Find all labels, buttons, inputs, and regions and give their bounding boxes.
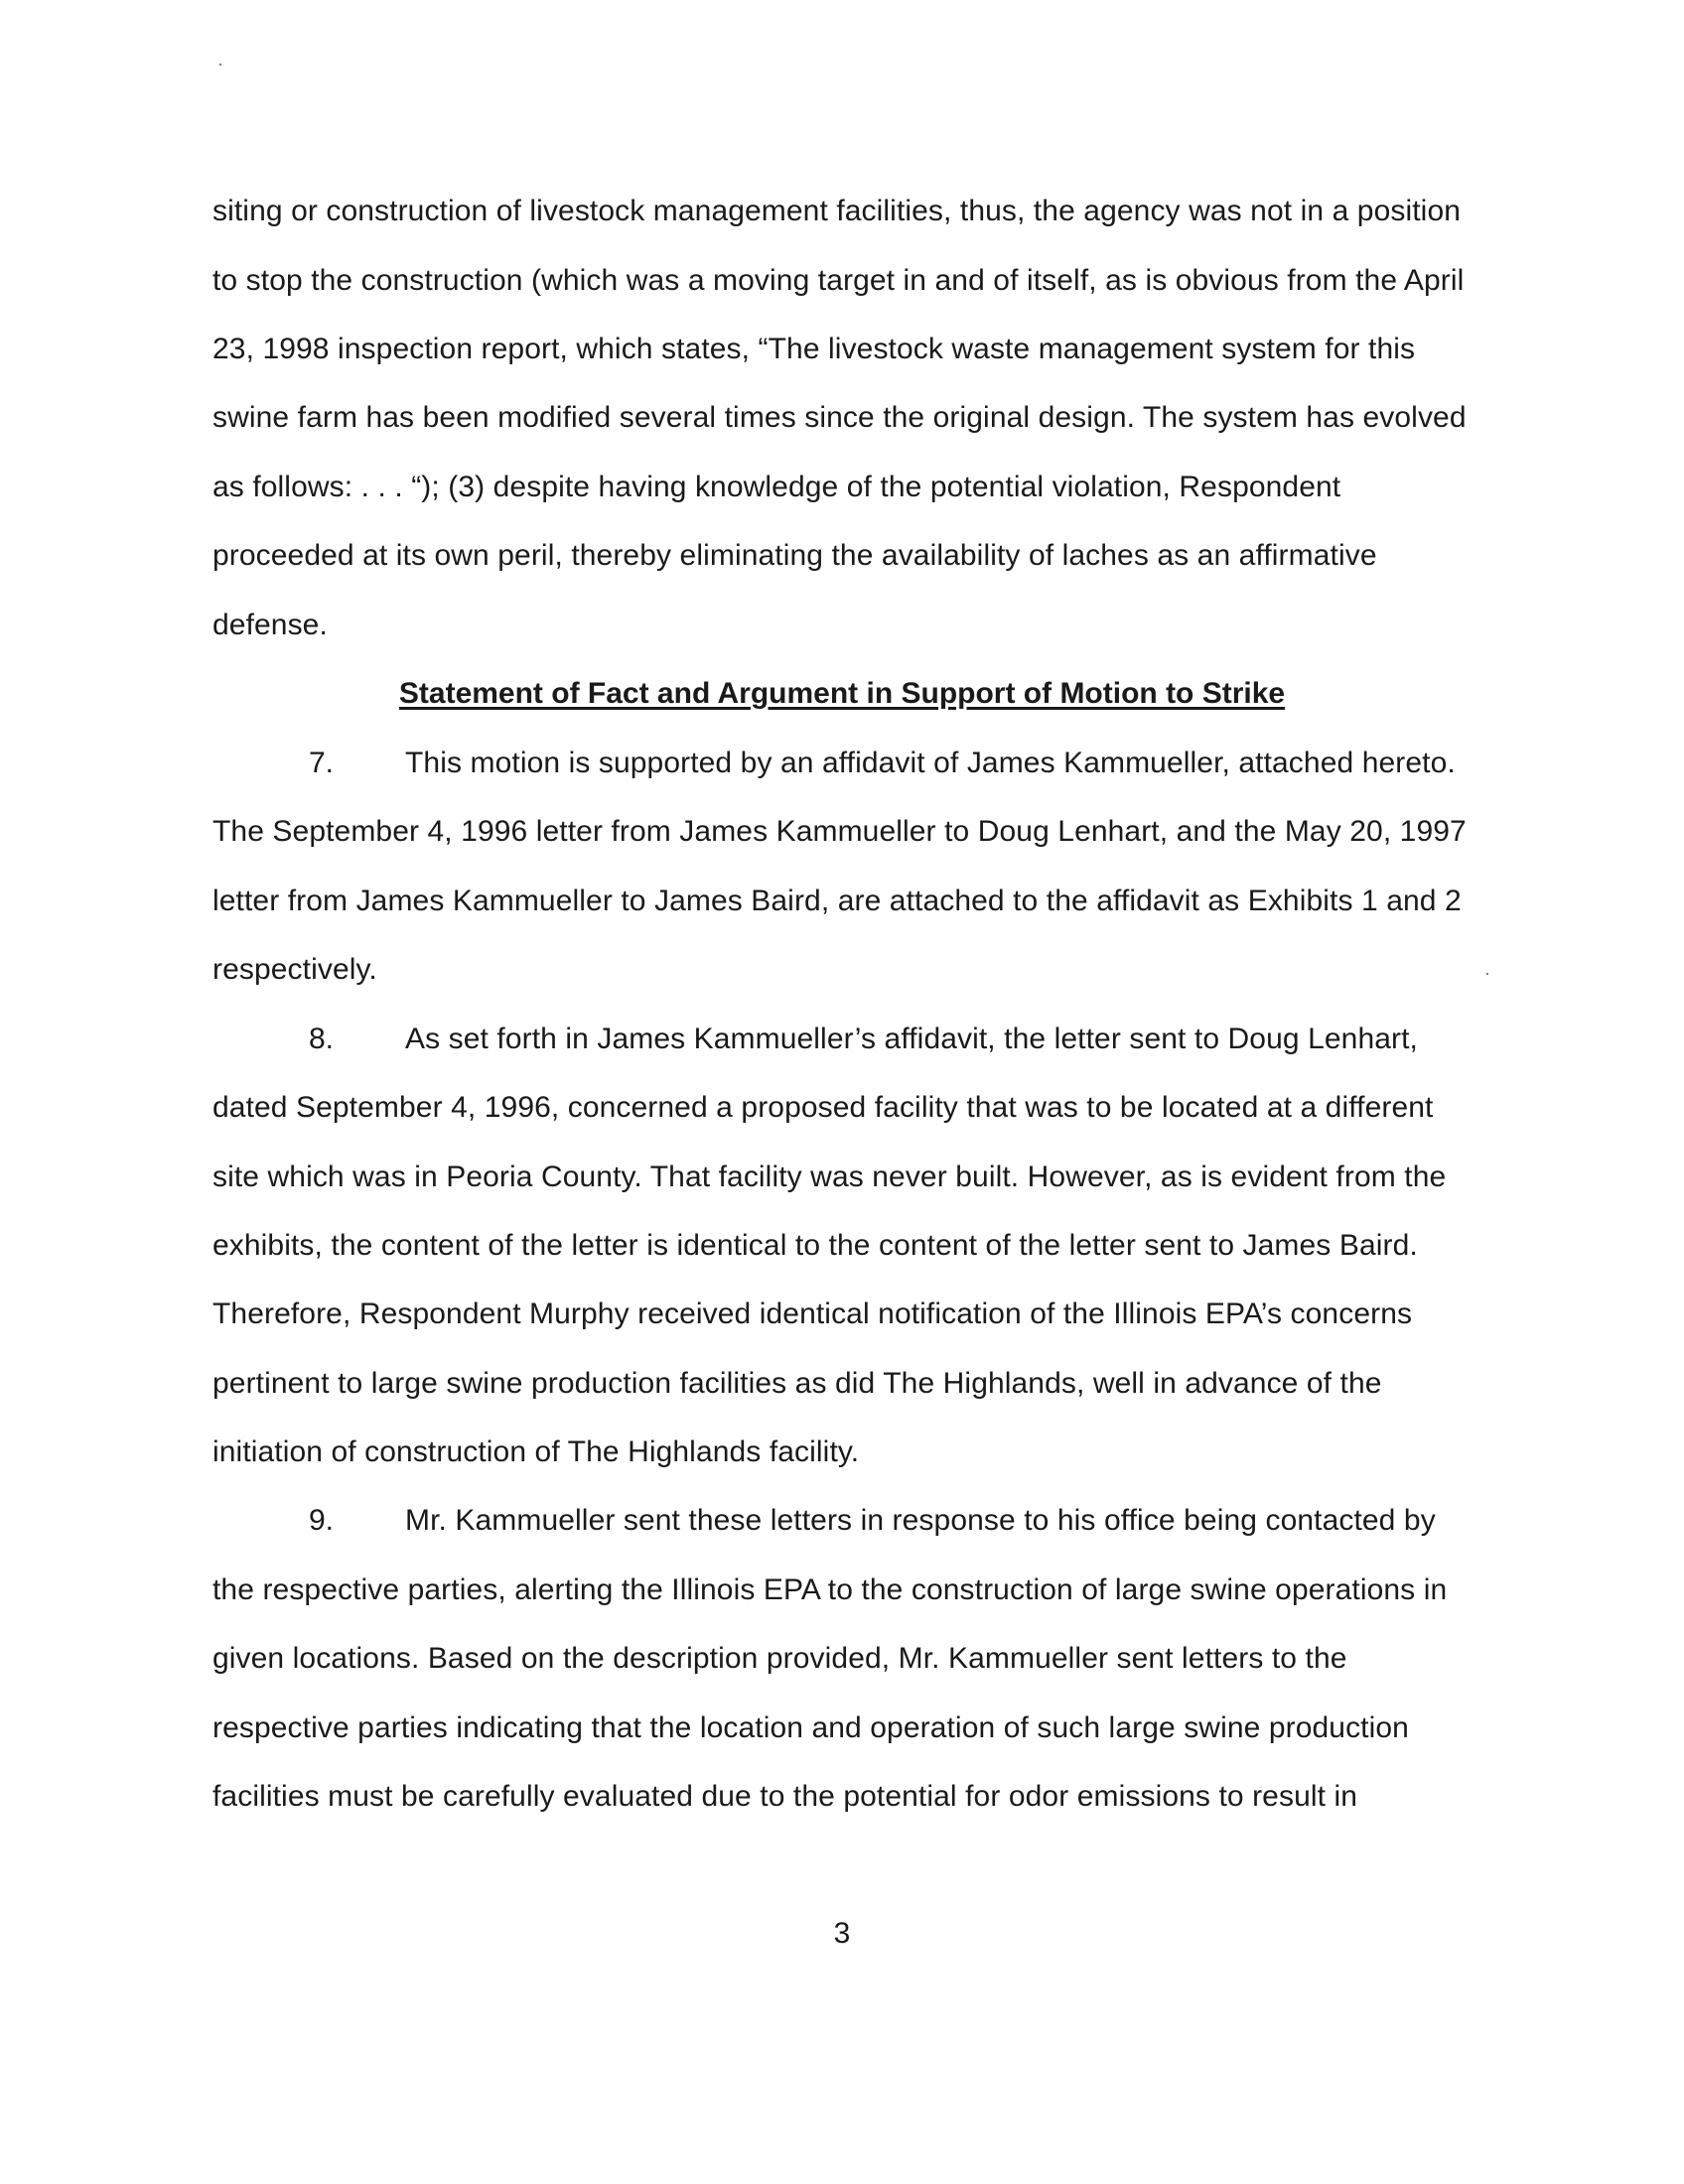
paragraph-number: 8. xyxy=(309,1023,335,1055)
text-line: dated September 4, 1996, concerned a proposed facility that was to be located at a different xyxy=(212,1091,1434,1124)
text-line: as follows: . . . “); (3) despite having knowledge of the potential violation, Respondent xyxy=(212,471,1341,503)
text-line: letter from James Kammueller to James Baird, are attached to the affidavit as Exhibits 1 and 2 xyxy=(212,885,1462,917)
text-line: swine farm has been modified several times since the original design. The system has evolved xyxy=(212,401,1467,434)
text-line: defense. xyxy=(212,609,328,641)
text-line: pertinent to large swine production facilities as did The Highlands, well in advance of the xyxy=(212,1367,1382,1400)
text-line: given locations. Based on the description provided, Mr. Kammueller sent letters to the xyxy=(212,1642,1347,1675)
text-line: initiation of construction of The Highlands facility. xyxy=(212,1435,860,1468)
section-heading: Statement of Fact and Argument in Support of Motion to Strike xyxy=(398,677,1286,710)
text-line: As set forth in James Kammueller’s affidavit, the letter sent to Doug Lenhart, xyxy=(405,1023,1418,1055)
text-line: the respective parties, alerting the Illinois EPA to the construction of large swine operations in xyxy=(212,1573,1448,1606)
text-line: 23, 1998 inspection report, which states, “The livestock waste management system for this xyxy=(212,333,1416,365)
text-line: Mr. Kammueller sent these letters in response to his office being contacted by xyxy=(405,1504,1436,1537)
text-line: respective parties indicating that the location and operation of such large swine production xyxy=(212,1711,1409,1744)
scan-speck xyxy=(219,64,221,66)
text-line: exhibits, the content of the letter is identical to the content of the letter sent to James Baird. xyxy=(212,1229,1418,1262)
page-number: 3 xyxy=(833,1917,851,1950)
text-line: This motion is supported by an affidavit of James Kammueller, attached hereto. xyxy=(405,747,1456,779)
text-line: site which was in Peoria County. That facility was never built. However, as is evident from the xyxy=(212,1160,1447,1193)
text-line: The September 4, 1996 letter from James Kammueller to Doug Lenhart, and the May 20, 1997 xyxy=(212,815,1467,848)
text-line: proceeded at its own peril, thereby eliminating the availability of laches as an affirmative xyxy=(212,539,1377,572)
text-line: to stop the construction (which was a moving target in and of itself, as is obvious from the April xyxy=(212,264,1465,297)
text-line: facilities must be carefully evaluated due to the potential for odor emissions to result in xyxy=(212,1780,1358,1813)
text-line: Therefore, Respondent Murphy received identical notification of the Illinois EPA’s concerns xyxy=(212,1297,1413,1330)
paragraph-number: 9. xyxy=(309,1504,335,1537)
text-line: siting or construction of livestock management facilities, thus, the agency was not in a position xyxy=(212,195,1462,227)
scan-speck xyxy=(1486,973,1488,975)
text-line: respectively. xyxy=(212,953,377,986)
paragraph-number: 7. xyxy=(309,747,335,779)
